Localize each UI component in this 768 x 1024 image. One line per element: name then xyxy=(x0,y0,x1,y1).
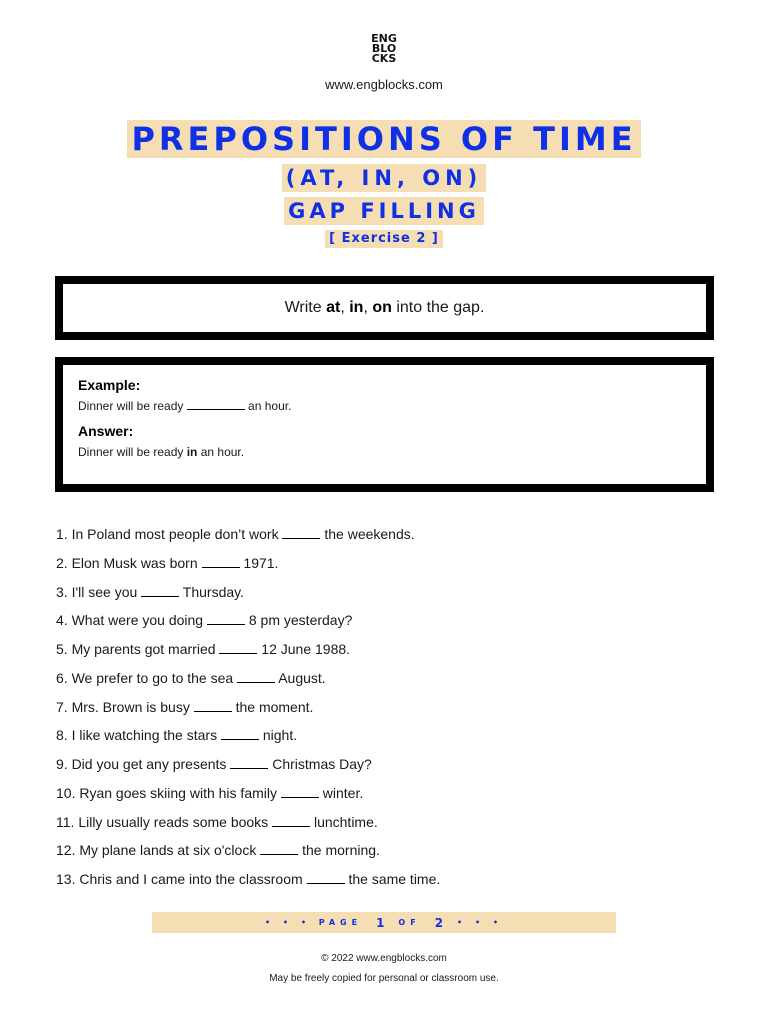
question-text: winter. xyxy=(318,784,364,801)
question-text: 6. We prefer to go to the sea xyxy=(56,669,238,686)
example-box xyxy=(55,357,714,492)
instruction-before: Write xyxy=(284,299,327,316)
example-gap xyxy=(187,399,245,410)
engblocks-logo xyxy=(0,34,768,67)
answer-gap[interactable] xyxy=(207,612,245,625)
question-text: night. xyxy=(258,727,298,744)
worksheet-subtitle xyxy=(0,164,768,192)
answer-gap[interactable] xyxy=(282,526,320,539)
example-before: Dinner will be ready xyxy=(78,399,187,413)
page-total: 2 xyxy=(434,915,444,930)
question-text: the morning. xyxy=(298,842,380,859)
page-label-right: • • • xyxy=(457,918,503,927)
answer-heading: Answer: xyxy=(78,423,134,439)
question-text: lunchtime. xyxy=(310,813,378,830)
instruction-box xyxy=(55,276,714,340)
logo-line-1: ENG xyxy=(371,32,397,45)
answer-gap[interactable] xyxy=(281,785,319,798)
instruction-after: into the gap. xyxy=(391,299,485,316)
instruction-word-at: at xyxy=(326,299,341,316)
answer-gap[interactable] xyxy=(272,814,310,827)
page-current: 1 xyxy=(376,915,385,930)
question-text: 3. I'll see you xyxy=(56,583,142,600)
question-text: 12. My plane lands at six o'clock xyxy=(56,842,261,859)
question-item xyxy=(56,840,716,869)
site-url: www.engblocks.com xyxy=(325,77,443,92)
question-item xyxy=(56,754,716,783)
answer-word: in xyxy=(186,445,198,459)
question-text: Thursday. xyxy=(179,583,245,600)
question-item xyxy=(56,725,716,754)
copyright: © 2022 www.engblocks.com xyxy=(321,953,447,964)
question-text: the same time. xyxy=(344,871,441,887)
question-text: 4. What were you doing xyxy=(56,612,207,629)
title-main: PREPOSITIONS OF TIME xyxy=(127,120,640,158)
question-text: 8. I like watching the stars xyxy=(56,727,221,744)
answer-sentence xyxy=(78,445,706,459)
question-text: 10. Ryan goes skiing with his family xyxy=(56,784,281,801)
answer-gap[interactable] xyxy=(194,699,232,712)
answer-gap[interactable] xyxy=(260,842,298,855)
answer-before: Dinner will be ready xyxy=(78,445,187,459)
logo-line-2: BLO xyxy=(371,42,397,55)
question-item xyxy=(56,582,716,611)
worksheet-title xyxy=(0,120,768,158)
exercise-label xyxy=(0,229,768,248)
question-item xyxy=(56,783,716,812)
question-item xyxy=(56,524,716,553)
instruction-sep: , xyxy=(363,299,373,316)
question-text: 13. Chris and I came into the classroom xyxy=(56,871,307,887)
question-list xyxy=(56,524,716,898)
question-text: 5. My parents got married xyxy=(56,641,220,657)
worksheet-type xyxy=(0,197,768,225)
question-item xyxy=(56,553,716,582)
question-item xyxy=(56,812,716,841)
instruction-text xyxy=(285,299,485,317)
instruction-word-in: in xyxy=(349,299,364,316)
title-type: GAP FILLING xyxy=(284,197,484,225)
answer-after: an hour. xyxy=(197,445,245,459)
question-text: 12 June 1988. xyxy=(257,641,351,657)
answer-gap[interactable] xyxy=(221,727,259,740)
page-indicator xyxy=(152,912,616,933)
question-text: 8 pm yesterday? xyxy=(244,612,353,629)
answer-gap[interactable] xyxy=(141,584,179,597)
title-sub: (AT, IN, ON) xyxy=(282,164,487,192)
question-text: 2. Elon Musk was born xyxy=(56,554,202,571)
question-text: the moment. xyxy=(231,698,314,715)
question-item xyxy=(56,639,716,668)
example-heading: Example: xyxy=(78,377,141,393)
answer-gap[interactable] xyxy=(202,555,240,568)
example-after: an hour. xyxy=(244,399,292,413)
answer-gap[interactable] xyxy=(237,670,275,683)
title-exercise: [ Exercise 2 ] xyxy=(325,230,443,248)
answer-gap[interactable] xyxy=(219,641,257,654)
question-text: 9. Did you get any presents xyxy=(56,756,231,772)
instruction-sep: , xyxy=(340,299,350,316)
question-item xyxy=(56,697,716,726)
question-item xyxy=(56,869,716,898)
question-item xyxy=(56,610,716,639)
usage-note: May be freely copied for personal or classroom use. xyxy=(269,973,499,984)
example-sentence xyxy=(78,399,706,413)
question-text: 7. Mrs. Brown is busy xyxy=(56,698,194,715)
answer-gap[interactable] xyxy=(230,756,268,769)
question-text: 11. Lilly usually reads some books xyxy=(56,813,273,830)
logo-line-3: CKS xyxy=(371,52,397,65)
question-text: August. xyxy=(275,669,326,686)
question-text: Christmas Day? xyxy=(268,756,372,772)
question-text: 1. In Poland most people don’t work xyxy=(56,526,283,542)
instruction-word-on: on xyxy=(372,299,392,316)
question-text: the weekends. xyxy=(320,526,415,542)
page-label-left: • • • PAGE xyxy=(265,918,363,927)
page-of: OF xyxy=(398,918,421,927)
question-text: 1971. xyxy=(239,554,279,571)
question-item xyxy=(56,668,716,697)
answer-gap[interactable] xyxy=(307,871,345,884)
